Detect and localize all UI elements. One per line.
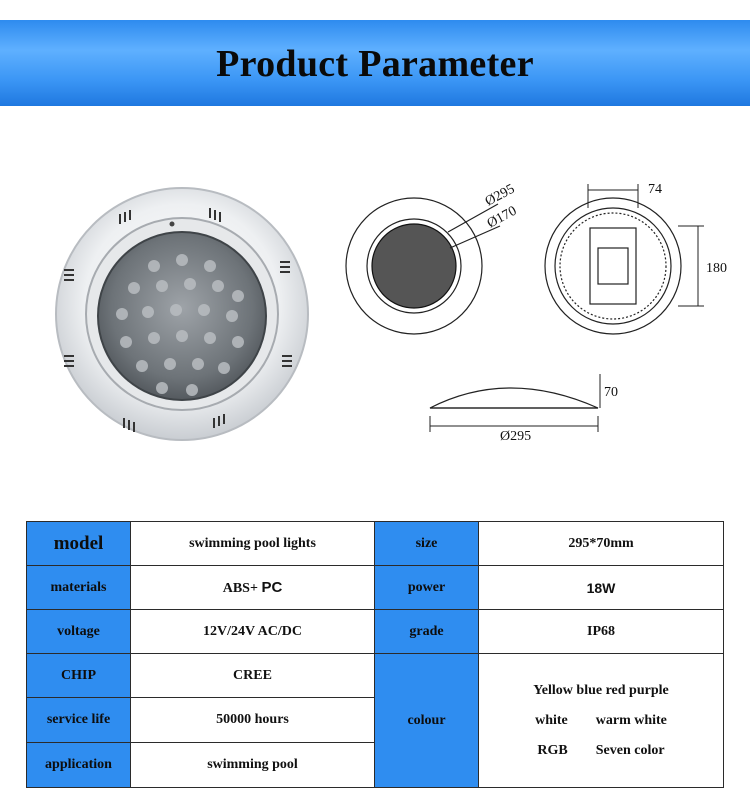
table-row	[27, 566, 724, 610]
front-outer-dia-label: Ø295	[482, 181, 518, 210]
colour-line-1: Yellow blue red purple	[533, 682, 669, 698]
power-label: power	[375, 566, 479, 610]
power-value: 18W	[479, 566, 724, 610]
materials-label: materials	[27, 566, 131, 610]
service-life-label: service life	[27, 698, 131, 743]
materials-value-suffix: PC	[261, 578, 283, 596]
application-label: application	[27, 743, 131, 788]
page-title: Product Parameter	[216, 43, 534, 85]
voltage-label: voltage	[27, 610, 131, 654]
back-height-label: 180	[706, 261, 727, 276]
spec-table	[26, 521, 724, 788]
side-height-label: 70	[604, 385, 618, 400]
grade-value: IP68	[479, 610, 724, 654]
colour-rgb: RGB	[537, 742, 568, 758]
colour-warm-white: warm white	[595, 712, 667, 728]
colour-value	[479, 654, 724, 788]
side-width-label: Ø295	[500, 429, 532, 444]
technical-drawing	[338, 168, 744, 458]
product-photo	[54, 186, 310, 442]
service-life-value: 50000 hours	[131, 698, 375, 743]
chip-label: CHIP	[27, 654, 131, 698]
model-label: model	[27, 522, 131, 566]
colour-seven-color: Seven color	[595, 742, 665, 758]
voltage-value: 12V/24V AC/DC	[131, 610, 375, 654]
table-row	[27, 654, 724, 698]
colour-white: white	[535, 712, 568, 728]
grade-label: grade	[375, 610, 479, 654]
table-row	[27, 522, 724, 566]
colour-label: colour	[375, 654, 479, 788]
application-value: swimming pool	[131, 743, 375, 788]
front-inner-dia-label: Ø170	[484, 203, 520, 232]
model-value: swimming pool lights	[131, 522, 375, 566]
header-banner	[0, 20, 750, 106]
table-row	[27, 610, 724, 654]
back-width-label: 74	[648, 182, 662, 197]
materials-value-main: ABS+	[222, 580, 258, 596]
materials-value	[131, 566, 375, 610]
size-value: 295*70mm	[479, 522, 724, 566]
size-label: size	[375, 522, 479, 566]
chip-value: CREE	[131, 654, 375, 698]
